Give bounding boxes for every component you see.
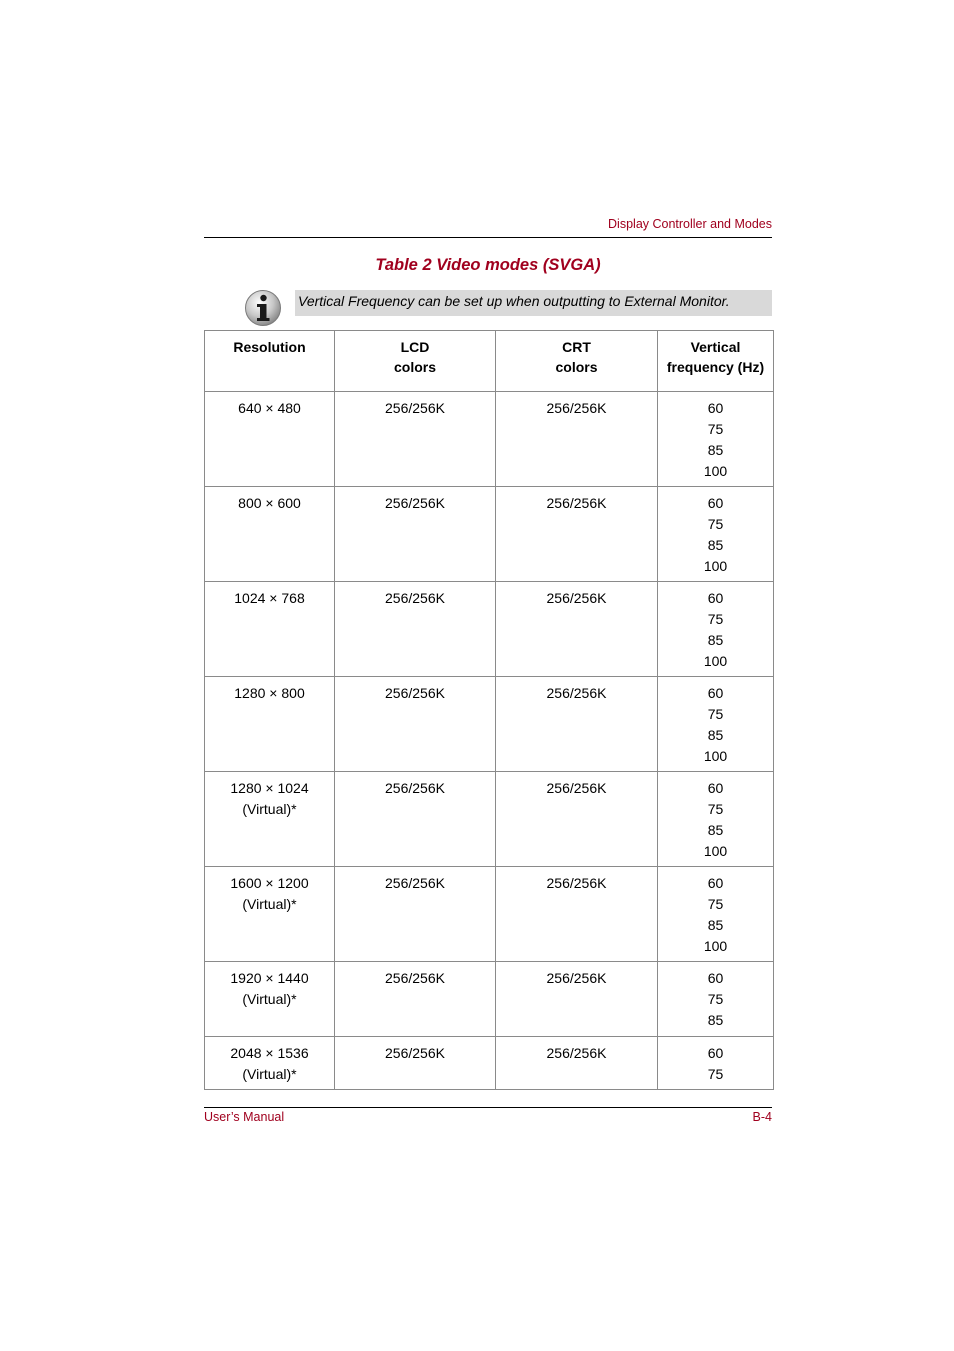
frequency-value: 75 — [707, 611, 724, 627]
cell-crt-colors: 256/256K — [496, 392, 658, 487]
frequency-value: 75 — [707, 516, 724, 532]
cell-lcd-colors: 256/256K — [335, 677, 496, 772]
footer-rule — [204, 1107, 772, 1108]
cell-vertical-frequency — [658, 677, 774, 772]
video-modes-table — [204, 330, 774, 1090]
header-resolution — [205, 331, 335, 392]
frequency-value: 85 — [707, 442, 724, 458]
resolution-line: (Virtual)* — [242, 1066, 297, 1082]
cell-lcd-colors: 256/256K — [335, 867, 496, 962]
cell-crt-colors: 256/256K — [496, 487, 658, 582]
cell-vertical-frequency — [658, 1037, 774, 1090]
header-rule — [204, 237, 772, 238]
cell-crt-colors: 256/256K — [496, 677, 658, 772]
cell-lcd-colors: 256/256K — [335, 487, 496, 582]
table-body — [205, 392, 774, 1090]
cell-vertical-frequency — [658, 392, 774, 487]
header-line: LCD — [400, 339, 430, 355]
cell-lcd-colors: 256/256K — [335, 962, 496, 1037]
cell-crt-colors: 256/256K — [496, 582, 658, 677]
table-row — [205, 582, 774, 677]
table-header-row — [205, 331, 774, 392]
resolution-line: 1600 × 1200 — [230, 875, 309, 891]
frequency-value: 85 — [707, 727, 724, 743]
frequency-value: 75 — [707, 1066, 724, 1082]
resolution-line: 1024 × 768 — [234, 590, 305, 606]
frequency-value: 60 — [707, 400, 724, 416]
frequency-value: 100 — [703, 748, 728, 764]
header-line: Vertical — [690, 339, 741, 355]
frequency-value: 60 — [707, 875, 724, 891]
cell-lcd-colors: 256/256K — [335, 392, 496, 487]
table-row — [205, 962, 774, 1037]
resolution-line: 2048 × 1536 — [230, 1045, 309, 1061]
frequency-value: 60 — [707, 590, 724, 606]
info-icon — [244, 289, 282, 327]
header-lcd-colors — [335, 331, 496, 392]
frequency-value: 75 — [707, 421, 724, 437]
cell-resolution — [205, 582, 335, 677]
resolution-line: (Virtual)* — [242, 801, 297, 817]
cell-crt-colors: 256/256K — [496, 867, 658, 962]
cell-lcd-colors: 256/256K — [335, 1037, 496, 1090]
cell-resolution — [205, 1037, 335, 1090]
cell-crt-colors: 256/256K — [496, 1037, 658, 1090]
cell-lcd-colors: 256/256K — [335, 582, 496, 677]
page-number: B-4 — [752, 1110, 772, 1124]
cell-resolution — [205, 867, 335, 962]
header-crt-colors — [496, 331, 658, 392]
cell-vertical-frequency — [658, 772, 774, 867]
cell-resolution — [205, 487, 335, 582]
cell-resolution — [205, 392, 335, 487]
resolution-line: (Virtual)* — [242, 991, 297, 1007]
header-vertical-frequency — [658, 331, 774, 392]
table-row — [205, 392, 774, 487]
resolution-line: 1280 × 800 — [234, 685, 305, 701]
frequency-value: 85 — [707, 917, 724, 933]
header-line: frequency (Hz) — [666, 359, 765, 375]
table-row — [205, 677, 774, 772]
frequency-value: 100 — [703, 843, 728, 859]
cell-lcd-colors: 256/256K — [335, 772, 496, 867]
frequency-value: 100 — [703, 463, 728, 479]
header-line: Resolution — [233, 339, 306, 355]
frequency-value: 60 — [707, 780, 724, 796]
frequency-value: 100 — [703, 938, 728, 954]
frequency-value: 60 — [707, 1045, 724, 1061]
resolution-line: 1920 × 1440 — [230, 970, 309, 986]
frequency-value: 100 — [703, 558, 728, 574]
frequency-value: 75 — [707, 706, 724, 722]
note-text: Vertical Frequency can be set up when outputting to External Monitor. — [298, 293, 730, 309]
cell-resolution — [205, 962, 335, 1037]
frequency-value: 75 — [707, 991, 724, 1007]
cell-resolution — [205, 772, 335, 867]
frequency-value: 85 — [707, 822, 724, 838]
running-header: Display Controller and Modes — [608, 217, 772, 231]
resolution-line: 640 × 480 — [238, 400, 301, 416]
frequency-value: 100 — [703, 653, 728, 669]
cell-crt-colors: 256/256K — [496, 772, 658, 867]
cell-crt-colors: 256/256K — [496, 962, 658, 1037]
frequency-value: 60 — [707, 495, 724, 511]
cell-vertical-frequency — [658, 487, 774, 582]
frequency-value: 75 — [707, 896, 724, 912]
frequency-value: 85 — [707, 537, 724, 553]
frequency-value: 60 — [707, 970, 724, 986]
cell-vertical-frequency — [658, 962, 774, 1037]
header-line: CRT — [562, 339, 591, 355]
resolution-line: (Virtual)* — [242, 896, 297, 912]
header-line: colors — [393, 359, 436, 375]
note-box — [295, 290, 772, 316]
footer-manual-title: User’s Manual — [204, 1110, 285, 1124]
frequency-value: 60 — [707, 685, 724, 701]
cell-vertical-frequency — [658, 867, 774, 962]
table-row — [205, 867, 774, 962]
table-caption: Table 2 Video modes (SVGA) — [375, 256, 601, 274]
cell-vertical-frequency — [658, 582, 774, 677]
resolution-line: 1280 × 1024 — [230, 780, 309, 796]
frequency-value: 75 — [707, 801, 724, 817]
frequency-value: 85 — [707, 1012, 724, 1028]
resolution-line: 800 × 600 — [238, 495, 301, 511]
cell-resolution — [205, 677, 335, 772]
table-row — [205, 1037, 774, 1090]
header-line: colors — [555, 359, 598, 375]
frequency-value: 85 — [707, 632, 724, 648]
table-row — [205, 772, 774, 867]
table-row — [205, 487, 774, 582]
